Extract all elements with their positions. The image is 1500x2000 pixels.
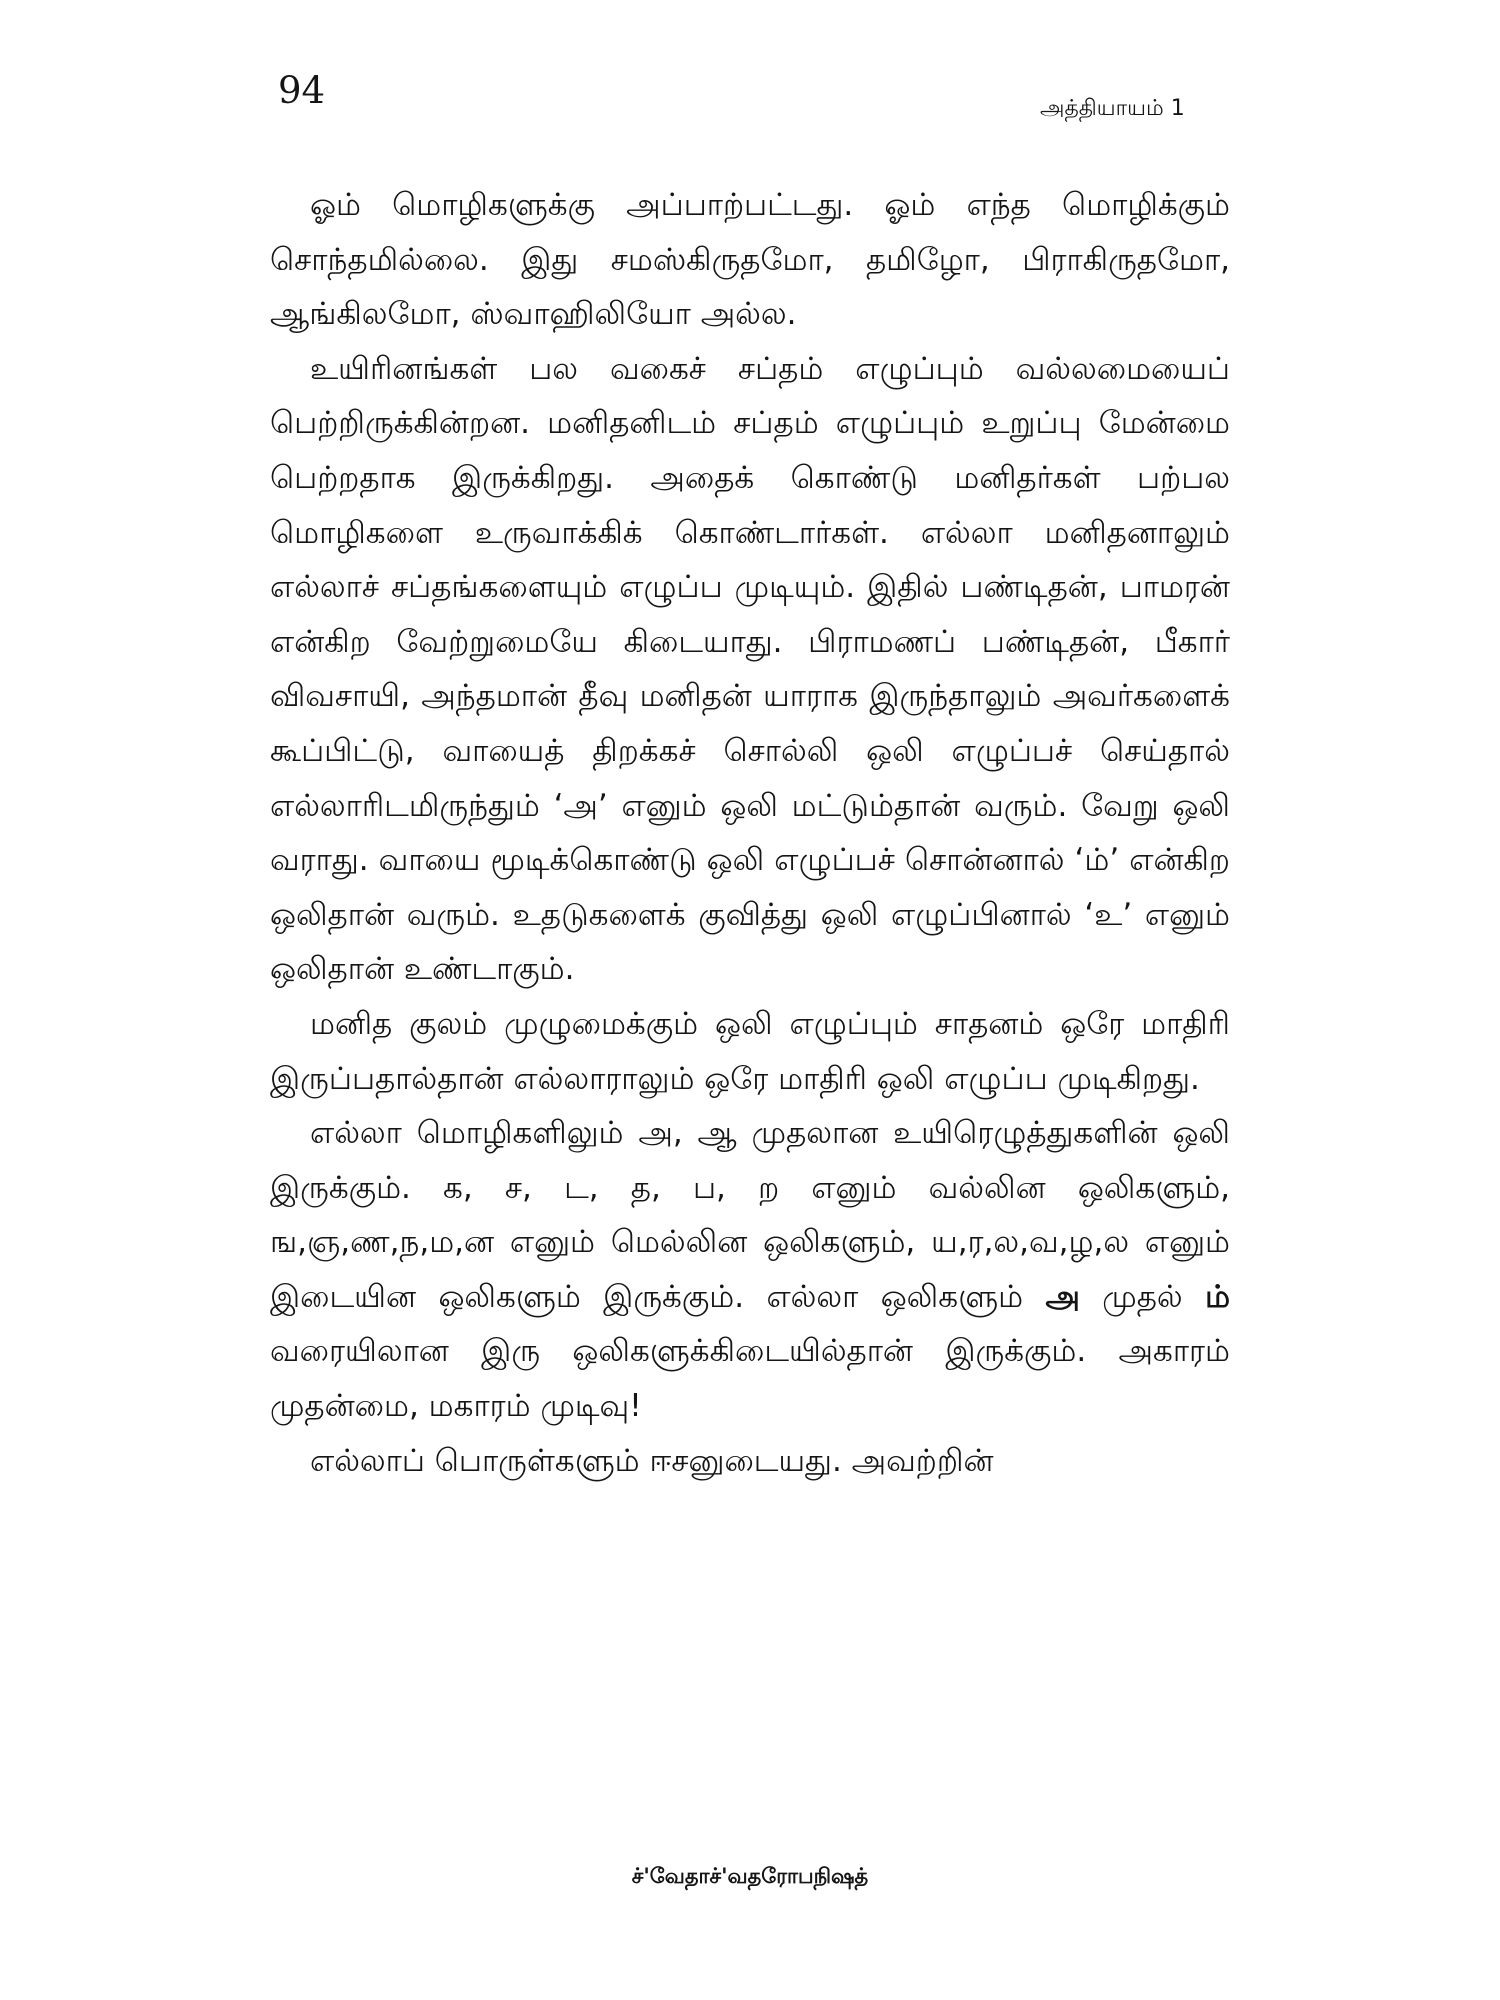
paragraph-4 <box>270 1106 1230 1434</box>
paragraph-4-bold-m: ம் <box>1205 1278 1231 1315</box>
running-head-chapter: அத்தியாயம் 1 <box>1040 96 1185 121</box>
paragraph-4-text-before: எல்லா மொழிகளிலும் அ, ஆ முதலான உயிரெழுத்துகளின் ஒலி இருக்கும். க, ச, ட, த, ப, ற எனும் வல்லின ஒலிகளும், ங,ஞ,ண,ந,ம,ன எனும் மெல்லின ஒலிகளும், ய,ர,ல,வ,ழ,ல எனும் இடையின ஒலிகளும் இருக்கும். எல்லா ஒலிகளும் <box>270 1115 1230 1315</box>
paragraph-5: எல்லாப் பொருள்களும் ஈசனுடையது. அவற்றின் <box>310 1442 994 1479</box>
paragraph-4-bold-a: அ <box>1045 1278 1080 1315</box>
paragraph-4-text-middle: முதல் <box>1079 1278 1206 1315</box>
paragraph-2: உயிரினங்கள் பல வகைச் சப்தம் எழுப்பும் வல்லமையைப் பெற்றிருக்கின்றன. மனிதனிடம் சப்தம் எழுப்பும் உறுப்பு மேன்மை பெற்றதாக இருக்கிறது. அதைக் கொண்டு மனிதர்கள் பற்பல மொழிகளை உருவாக்கிக் கொண்டார்கள். எல்லா மனிதனாலும் எல்லாச் சப்தங்களையும் எழுப்ப முடியும். இதில் பண்டிதன், பாமரன் என்கிற வேற்றுமையே கிடையாது. பிராமணப் பண்டிதன், பீகார் விவசாயி, அந்தமான் தீவு மனிதன் யாராக இருந்தாலும் அவர்களைக் கூப்பிட்டு, வாயைத் திறக்கச் சொல்லி ஒலி எழுப்பச் செய்தால் எல்லாரிடமிருந்தும் ‘அ’ எனும் ஒலி மட்டும்தான் வரும். வேறு ஒலி வராது. வாயை மூடிக்கொண்டு ஒலி எழுப்பச் சொன்னால் ‘ம்’ என்கிற ஒலிதான் வரும். உதடுகளைக் குவித்து ஒலி எழுப்பினால் ‘உ’ எனும் ஒலிதான் உண்டாகும். <box>270 350 1230 988</box>
page-number: 94 <box>278 69 326 112</box>
paragraph-1: ஓம் மொழிகளுக்கு அப்பாற்பட்டது. ஓம் எந்த மொழிக்கும் சொந்தமில்லை. இது சமஸ்கிருதமோ, தமிழோ, பிராகிருதமோ, ஆங்கிலமோ, ஸ்வாஹிலியோ அல்ல. <box>270 187 1230 333</box>
body-text <box>270 178 1230 1488</box>
footer-book-title: ச்'வேதாச்'வதரோபநிஷத் <box>631 1864 869 1888</box>
paragraph-4-text-after: வரையிலான இரு ஒலிகளுக்கிடையில்தான் இருக்கும். அகாரம் முதன்மை, மகாரம் முடிவு! <box>270 1333 1230 1425</box>
paragraph-3: மனித குலம் முழுமைக்கும் ஒலி எழுப்பும் சாதனம் ஒரே மாதிரி இருப்பதால்தான் எல்லாராலும் ஒரே மாதிரி ஒலி எழுப்ப முடிகிறது. <box>270 1005 1230 1097</box>
